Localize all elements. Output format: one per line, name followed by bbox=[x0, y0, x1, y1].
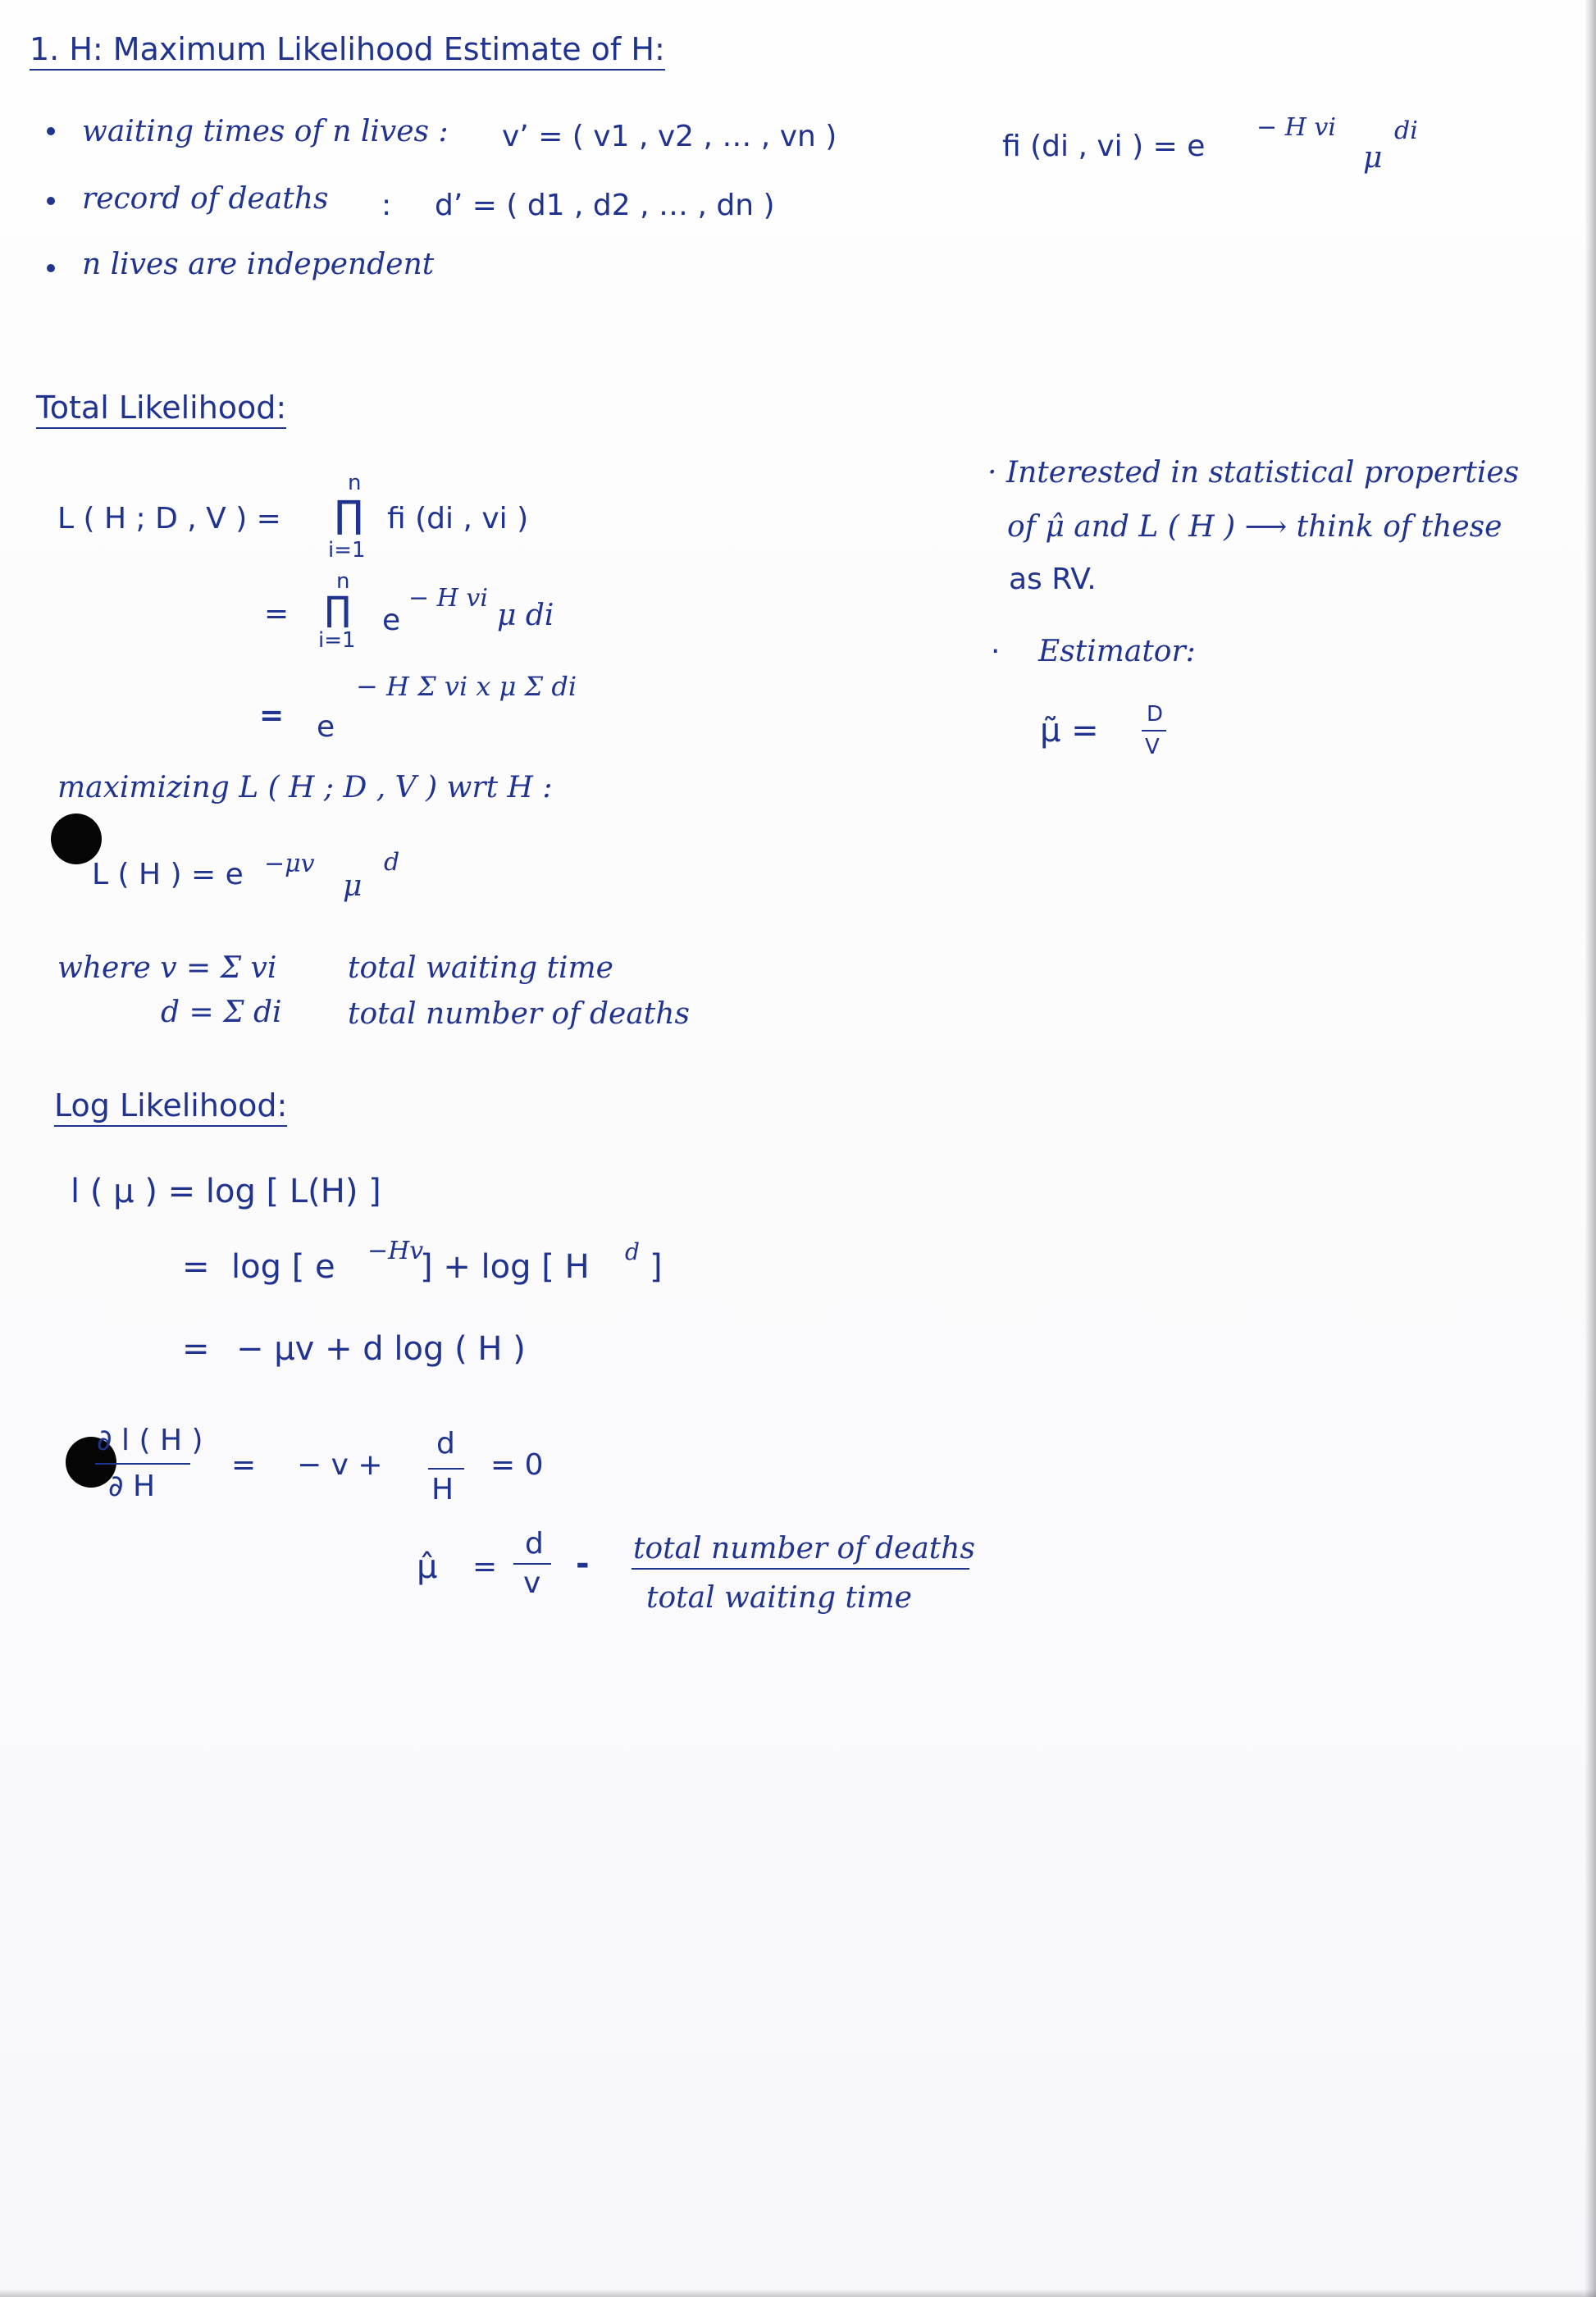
side-note-line3: as RV. bbox=[1009, 563, 1097, 596]
estimator-den: V bbox=[1145, 735, 1160, 759]
side-note-line2: of μ̂ and L ( H ) ⟶ think of these bbox=[1007, 510, 1503, 544]
product-symbol: ∏ bbox=[335, 492, 363, 536]
estimator-bullet: · bbox=[991, 635, 1001, 668]
fraction-bar bbox=[95, 1463, 190, 1465]
fraction-bar bbox=[428, 1468, 464, 1470]
likelihood-simplified-d: d bbox=[384, 848, 400, 877]
bullet-independent: n lives are independent bbox=[82, 248, 435, 281]
where-v-description: total waiting time bbox=[348, 951, 613, 985]
mu-hat-den: v bbox=[523, 1566, 541, 1600]
estimator-lhs: μ̃ = bbox=[1040, 712, 1099, 750]
product-upper-limit: n bbox=[336, 569, 350, 594]
exp-base: e bbox=[382, 604, 401, 637]
product-lower-limit: i=1 bbox=[328, 538, 366, 563]
density-mu: μ bbox=[1363, 141, 1383, 175]
fraction-bar bbox=[513, 1563, 551, 1565]
product-upper-limit: n bbox=[348, 471, 362, 495]
log-expansion-b: ] + log [ H bbox=[420, 1248, 590, 1286]
likelihood-term3-exponent: − H Σ vi x μ Σ di bbox=[356, 671, 577, 702]
log-likelihood-def: l ( μ ) = log [ L(H) ] bbox=[71, 1173, 381, 1210]
d-vector: d’ = ( d1 , d2 , … , dn ) bbox=[435, 189, 775, 222]
equals-sign: = bbox=[182, 1330, 210, 1368]
v-vector: v’ = ( v1 , v2 , … , vn ) bbox=[502, 120, 837, 153]
density-exponent: − H vi bbox=[1256, 113, 1336, 142]
maximizing-line: maximizing L ( H ; D , V ) wrt H : bbox=[57, 771, 553, 804]
likelihood-simplified-exponent: −μv bbox=[264, 850, 315, 878]
bullet-dot bbox=[47, 264, 55, 272]
product-symbol: ∏ bbox=[325, 589, 351, 629]
equals-sign: = bbox=[182, 1248, 210, 1286]
derivative-frac-den: H bbox=[431, 1473, 454, 1506]
derivative-numerator: ∂ l ( H ) bbox=[97, 1424, 203, 1457]
where-v-definition: where v = Σ vi bbox=[57, 951, 277, 985]
ink-blot bbox=[51, 814, 102, 864]
log-expansion-exponent2: d bbox=[625, 1238, 640, 1265]
where-d-definition: d = Σ di bbox=[161, 996, 282, 1029]
mu-hat-num: d bbox=[525, 1527, 544, 1561]
section-title-log-likelihood: Log Likelihood: bbox=[54, 1087, 287, 1127]
derivative-frac-num: d bbox=[436, 1427, 455, 1461]
page-bottom-shadow bbox=[0, 2289, 1596, 2297]
bullet-waiting-times: waiting times of n lives : bbox=[82, 115, 449, 148]
likelihood-term2-mu-di: μ di bbox=[497, 599, 554, 632]
exp-base: e bbox=[317, 710, 335, 744]
section-title-total-likelihood: Total Likelihood: bbox=[36, 390, 286, 429]
page-edge-shadow bbox=[1585, 0, 1596, 2297]
product-lower-limit: i=1 bbox=[318, 628, 356, 653]
mu-hat-words-numerator: total number of deaths bbox=[633, 1532, 975, 1566]
mu-hat-dash: - bbox=[576, 1545, 590, 1583]
likelihood-simplified: L ( H ) = e bbox=[92, 858, 244, 891]
likelihood-simplified-mu: μ bbox=[343, 869, 363, 903]
equals-sign: = bbox=[264, 597, 290, 631]
likelihood-lhs: L ( H ; D , V ) = bbox=[57, 502, 281, 536]
bullet-dot bbox=[47, 127, 55, 135]
derivative-denominator: ∂ H bbox=[108, 1470, 156, 1503]
estimator-num: D bbox=[1147, 702, 1164, 727]
derivative-rhs: − v + bbox=[297, 1448, 383, 1482]
log-expansion-exponent: −Hv bbox=[367, 1237, 424, 1265]
side-note-line1: · Interested in statistical properties bbox=[987, 456, 1520, 490]
log-expansion-a: log [ e bbox=[231, 1248, 335, 1286]
log-simplified: − μv + d log ( H ) bbox=[236, 1330, 526, 1368]
equals-sign: = bbox=[231, 1448, 257, 1482]
bullet-dot bbox=[47, 197, 55, 205]
fraction-bar bbox=[1142, 730, 1166, 731]
mu-hat: μ̂ bbox=[417, 1548, 438, 1586]
d-colon: : bbox=[381, 189, 392, 222]
log-expansion-c: ] bbox=[650, 1248, 663, 1286]
likelihood-term2-exponent: − H vi bbox=[408, 584, 488, 613]
likelihood-term1: fi (di , vi ) bbox=[387, 502, 529, 536]
equals-sign: = bbox=[472, 1550, 498, 1584]
derivative-zero: = 0 bbox=[490, 1448, 544, 1482]
estimator-label: Estimator: bbox=[1038, 635, 1196, 668]
page-heading: 1. H: Maximum Likelihood Estimate of H: bbox=[30, 31, 665, 71]
fraction-bar bbox=[632, 1568, 969, 1570]
where-d-description: total number of deaths bbox=[348, 997, 690, 1031]
equals-sign: = bbox=[259, 699, 285, 732]
density-lhs: fi (di , vi ) = e bbox=[1002, 130, 1206, 163]
density-di: di bbox=[1394, 116, 1418, 145]
bullet-record-of-deaths: record of deaths bbox=[82, 182, 329, 216]
mu-hat-words-denominator: total waiting time bbox=[646, 1581, 912, 1615]
